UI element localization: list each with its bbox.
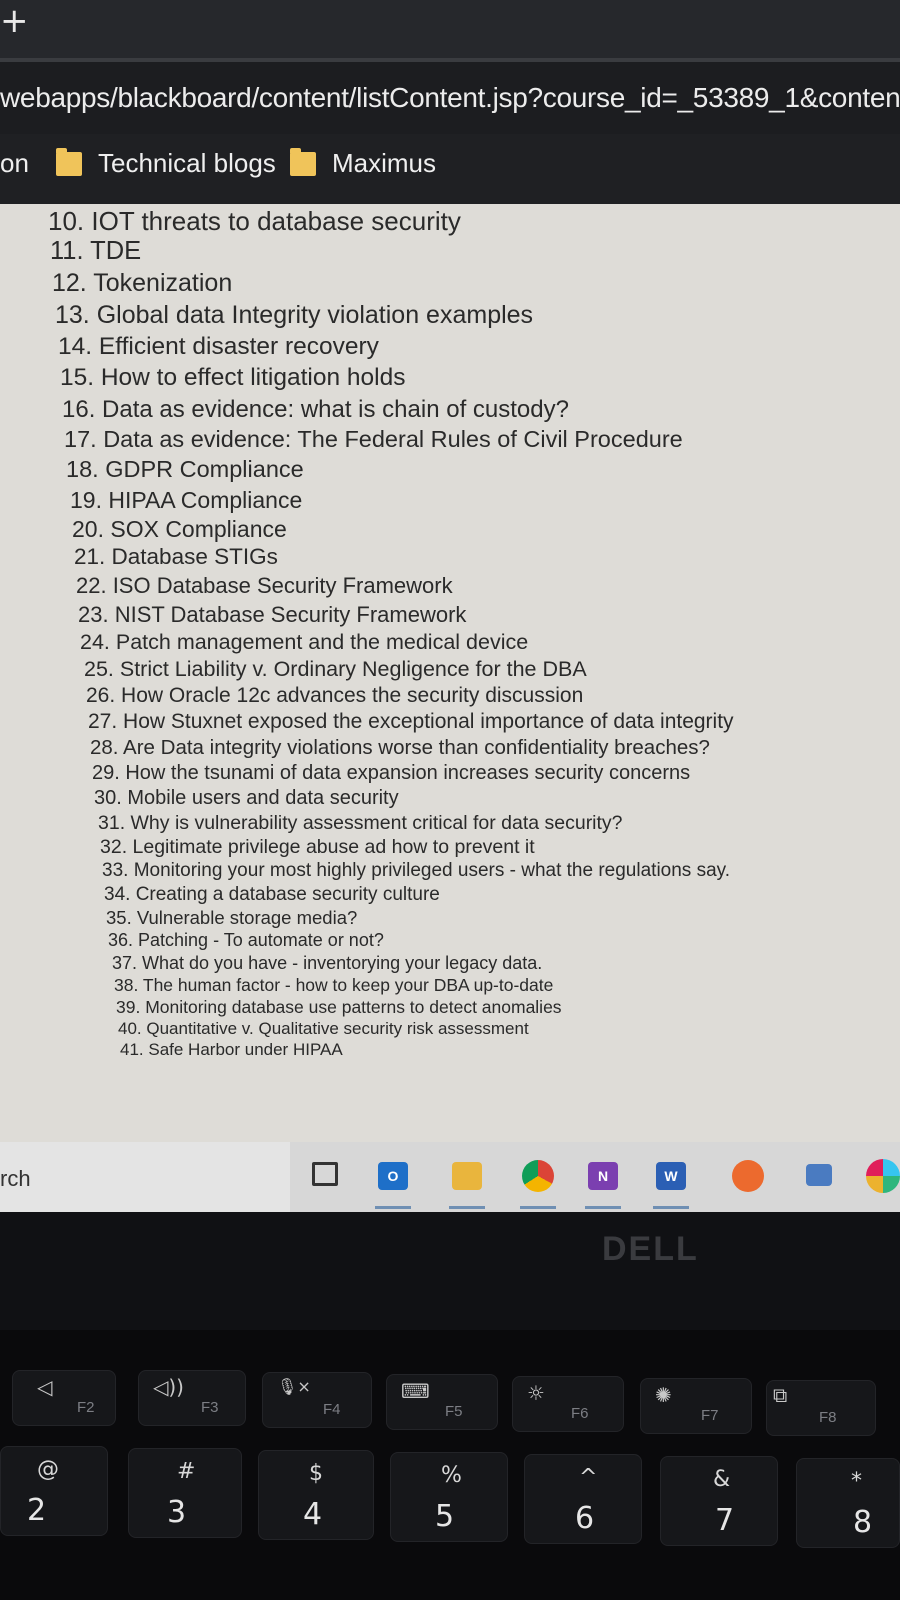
bookmark-technical-blogs[interactable] [56,148,276,179]
bookmark-label: Technical blogs [98,148,276,178]
list-item: 37. What do you have - inventorying your legacy data. [112,953,543,973]
list-item: 20. SOX Compliance [72,516,287,542]
active-indicator [585,1206,621,1209]
taskbar-search[interactable] [0,1142,290,1212]
list-item: 18. GDPR Compliance [66,456,304,482]
network-icon[interactable] [806,1164,832,1186]
list-item: 15. How to effect litigation holds [60,364,406,391]
address-bar[interactable] [0,58,900,134]
task-view-icon[interactable] [312,1162,338,1186]
list-item: 33. Monitoring your most highly privileged users - what the regulations say. [102,860,731,881]
keyboard-backlight-icon: ⌨ [401,1379,430,1403]
bookmark-maximus[interactable] [290,148,436,179]
list-item: 32. Legitimate privilege abuse ad how to prevent it [100,836,535,858]
bookmark-item[interactable] [0,148,29,179]
list-item: 27. How Stuxnet exposed the exceptional importance of data integrity [88,710,734,733]
key-7[interactable]: & 7 [660,1456,778,1546]
slack-icon[interactable] [866,1159,900,1193]
list-item: 35. Vulnerable storage media? [106,907,358,928]
key-6[interactable]: ^ 6 [524,1454,642,1544]
bookmark-label: Maximus [332,148,437,178]
list-item: 29. How the tsunami of data expansion increases security concerns [92,762,691,784]
key-f3[interactable]: ◁)) F3 [138,1370,246,1426]
brightness-up-icon: ✺ [655,1383,672,1407]
list-item: 34. Creating a database security culture [104,884,440,905]
list-item: 14. Efficient disaster recovery [58,333,379,360]
list-item: 31. Why is vulnerability assessment critical for data security? [98,812,623,834]
list-item: 13. Global data Integrity violation examples [55,301,534,329]
key-f2[interactable]: ◁ F2 [12,1370,116,1426]
list-item: 39. Monitoring database use patterns to detect anomalies [116,997,562,1017]
key-2[interactable]: @ 2 [0,1446,108,1536]
bookmark-label: on [0,148,29,178]
list-item: 38. The human factor - how to keep your DBA up-to-date [114,975,554,995]
list-item: 22. ISO Database Security Framework [76,573,453,598]
file-explorer-icon[interactable] [452,1162,482,1190]
url-text[interactable]: webapps/blackboard/content/listContent.jsp?course_id=_53389_1&conten [0,82,900,113]
list-item: 16. Data as evidence: what is chain of custody? [62,396,569,423]
content-area [0,204,900,1142]
active-indicator [653,1206,689,1209]
active-indicator [520,1206,556,1209]
key-f6[interactable]: ☼ F6 [512,1376,624,1432]
word-icon[interactable]: W [656,1162,686,1190]
list-item: 11. TDE [50,237,142,265]
list-item: 36. Patching - To automate or not? [108,930,384,950]
list-item: 25. Strict Liability v. Ordinary Negligence for the DBA [84,657,587,681]
chrome-icon[interactable] [522,1160,554,1192]
list-item: 17. Data as evidence: The Federal Rules of Civil Procedure [64,426,683,452]
key-4[interactable]: $ 4 [258,1450,374,1540]
onenote-icon[interactable]: N [588,1162,618,1190]
key-3[interactable]: # 3 [128,1448,242,1538]
key-8[interactable]: * 8 [796,1458,900,1548]
bookmarks-bar [0,134,900,204]
volume-down-icon: ◁ [37,1375,53,1399]
active-indicator [449,1206,485,1209]
folder-icon [56,152,82,176]
list-item: 19. HIPAA Compliance [70,487,303,513]
taskbar [0,1142,900,1212]
list-item: 26. How Oracle 12c advances the security discussion [86,684,584,707]
mic-mute-icon: 🎙× [277,1377,311,1396]
list-item: 23. NIST Database Security Framework [78,602,467,627]
list-item: 30. Mobile users and data security [94,787,399,809]
outlook-icon[interactable]: O [378,1162,408,1190]
app-icon[interactable] [732,1160,764,1192]
display-switch-icon: ⧉ [773,1383,788,1407]
list-item: 28. Are Data integrity violations worse than confidentiality breaches? [90,736,710,759]
key-f5[interactable]: ⌨ F5 [386,1374,498,1430]
active-indicator [375,1206,411,1209]
tab-strip [0,0,900,58]
key-f8[interactable]: ⧉ F8 [766,1380,876,1436]
list-item: 40. Quantitative v. Qualitative security risk assessment [118,1019,529,1038]
list-item: 41. Safe Harbor under HIPAA [120,1040,343,1059]
new-tab-button[interactable]: + [0,1,29,41]
search-label: rch [0,1166,31,1191]
list-item: 12. Tokenization [52,269,233,297]
list-item: 24. Patch management and the medical device [80,630,529,654]
list-item: 21. Database STIGs [74,544,278,569]
key-f7[interactable]: ✺ F7 [640,1378,752,1434]
list-item: 10. IOT threats to database security [48,206,461,236]
volume-up-icon: ◁)) [153,1375,184,1399]
key-5[interactable]: % 5 [390,1452,508,1542]
dell-logo: DELL [602,1230,699,1268]
brightness-down-icon: ☼ [527,1381,545,1405]
key-f4[interactable]: 🎙× F4 [262,1372,372,1428]
folder-icon [290,152,316,176]
